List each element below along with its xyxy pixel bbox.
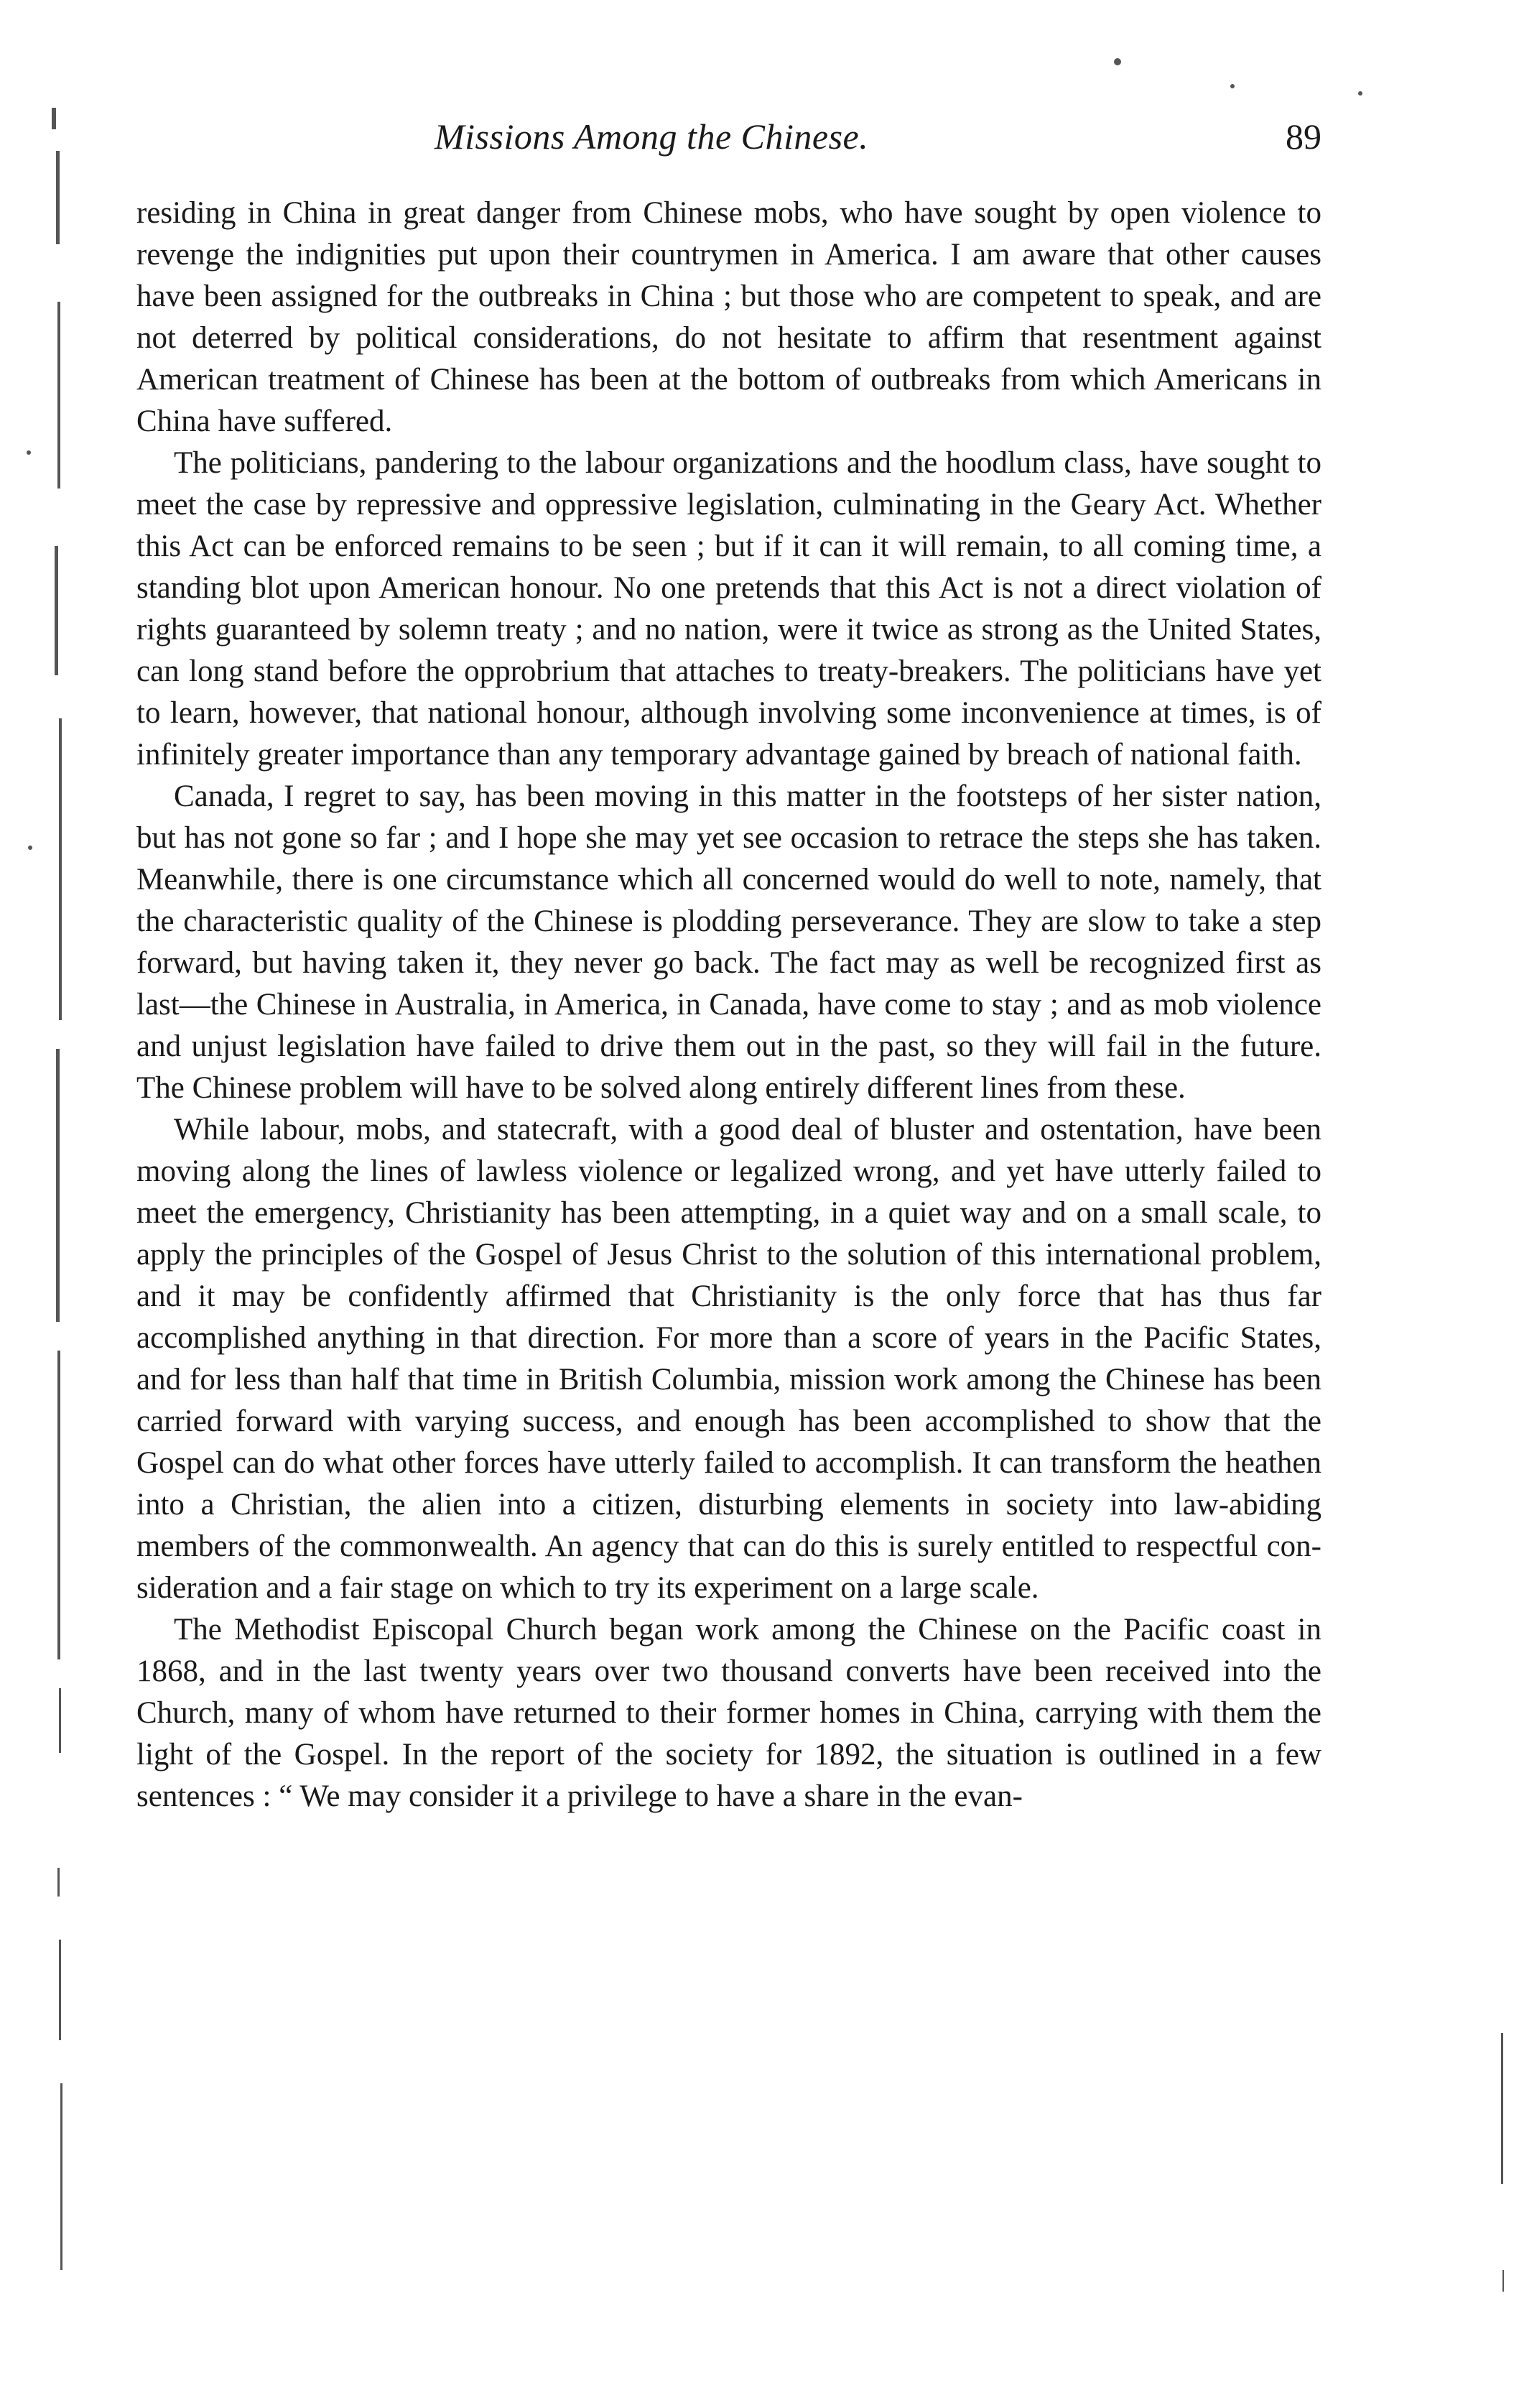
running-title: Missions Among the Chinese. <box>435 116 869 157</box>
paragraph-4: While labour, mobs, and statecraft, with a good deal of bluster and ostentation, have been moving along the lines of lawless violence or legalized wrong, and yet have utterly failed to meet the emergency, Christianity has been attempting, in a quiet way and on a small scale, to apply the principles of the Gospel of Jesus Christ to the solution of this international problem, and it may be confidently affirmed that Christianity is the only force that has thus far accomplished anything in that direction. For more than a score of years in the Pacific States, and for less than half that time in British Columbia, mission work among the Chinese has been carried forward with varying success, and enough has been accomplished to show that the Gospel can do what other forces have utterly failed to accomplish. It can transform the heathen into a Christian, the alien into a citizen, disturbing elements in society into law-abiding members of the commonwealth. An agency that can do this is surely entitled to respectful consideration and a fair stage on which to try its experiment on a large scale. <box>136 1113 1321 1605</box>
paragraph-5: The Methodist Episcopal Church began work among the Chinese on the Pacific coast in 1868, and in the last twenty years over two thousand converts have been received into the Church, many of whom have returned to their former homes in China, carrying with them the light of the Gospel. In the report of the society for 1892, the situation is outlined in a few sentences : “ We may consider it a privilege to have a share in the evan- <box>136 1613 1321 1813</box>
paragraph-2: The politicians, pandering to the labour organizations and the hoodlum class, have sought to meet the case by repressive and oppressive legislation, culminating in the Geary Act. Whether this Act can be enforced remains to be seen ; but if it can it will remain, to all coming time, a standing blot upon American honour. No one pretends that this Act is not a direct violation of rights guaranteed by solemn treaty ; and no nation, were it twice as strong as the United States, can long stand before the opprobrium that attaches to treaty-breakers. The politicians have yet to learn, however, that national honour, although involving some inconvenience at times, is of infinitely greater importance than any temporary advantage gained by breach of national faith. <box>136 446 1321 772</box>
body-text <box>136 193 1321 1817</box>
running-head <box>136 108 1321 165</box>
paragraph-1: residing in China in great danger from Chinese mobs, who have sought by open violence to revenge the indignities put upon their countrymen in America. I am aware that other causes have been assigned for the outbreaks in China ; but those who are competent to speak, and are not deterred by political considerations, do not hesitate to affirm that resentment against American treatment of Chinese has been at the bottom of outbreaks from which Americans in China have suffered. <box>136 196 1321 438</box>
page-number: 89 <box>1286 116 1321 157</box>
paragraph-3: Canada, I regret to say, has been moving in this matter in the footsteps of her sister nation, but has not gone so far ; and I hope she may yet see occasion to retrace the steps she has taken. Meanwhile, there is one circumstance which all concerned would do well to note, namely, that the characteristic quality of the Chinese is plodding perseverance. They are slow to take a step forward, but having taken it, they never go back. The fact may as well be recognized first as last—the Chinese in Australia, in America, in Canada, have come to stay ; and as mob violence and unjust legislation have failed to drive them out in the past, so they will fail in the future. The Chinese problem will have to be solved along entirely different lines from these. <box>136 779 1321 1105</box>
